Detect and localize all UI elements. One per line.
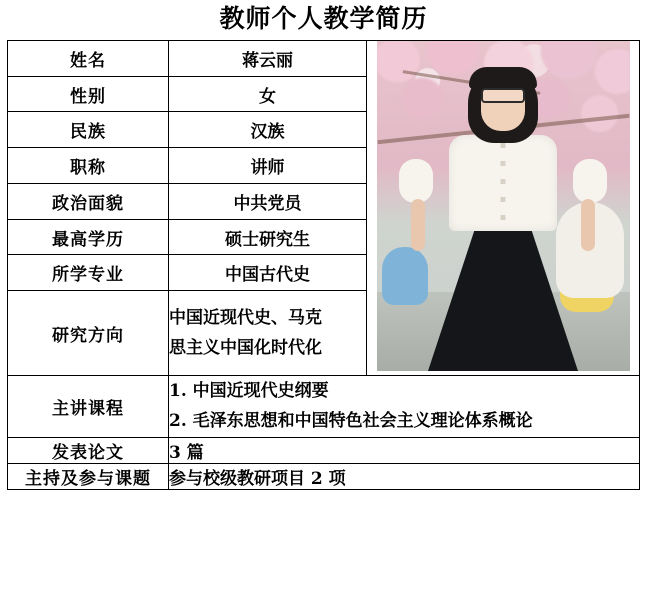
course-item: 1. 中国近现代史纲要 — [169, 381, 329, 401]
row-value-political-status: 中共党员 — [169, 183, 367, 219]
row-label-gender: 性别 — [8, 76, 169, 112]
teacher-portrait-photo — [377, 41, 630, 371]
research-line-2: 思主义中国化时代化 — [169, 338, 322, 359]
row-value-projects: 参与校级教研项目 2 项 — [169, 463, 640, 489]
row-label-papers: 发表论文 — [8, 437, 169, 463]
person-fringe — [469, 67, 537, 89]
row-value-name: 蒋云丽 — [169, 41, 367, 77]
person-arm-left — [411, 199, 425, 251]
table-row — [8, 463, 640, 489]
row-label-projects: 主持及参与课题 — [8, 463, 169, 489]
row-label-courses: 主讲课程 — [8, 376, 169, 438]
row-label-education: 最高学历 — [8, 219, 169, 255]
table-row — [8, 41, 640, 77]
person-sleeve-right — [573, 159, 607, 203]
blue-figure-decor — [382, 247, 428, 305]
blouse-buttons — [501, 143, 506, 221]
row-value-courses — [169, 376, 640, 438]
photo-cell — [367, 41, 640, 376]
row-value-major: 中国古代史 — [169, 255, 367, 291]
row-label-research: 研究方向 — [8, 291, 169, 376]
table-row — [8, 376, 640, 438]
resume-table — [7, 40, 640, 490]
person-sleeve-left — [399, 159, 433, 203]
row-value-education: 硕士研究生 — [169, 219, 367, 255]
row-value-gender: 女 — [169, 76, 367, 112]
person-arm-right — [581, 199, 595, 251]
page-title: 教师个人教学简历 — [219, 4, 428, 33]
research-line-1: 中国近现代史、马克 — [169, 307, 322, 328]
course-item: 2. 毛泽东思想和中国特色社会主义理论体系概论 — [169, 411, 533, 432]
glasses-icon — [481, 88, 525, 103]
row-value-ethnicity: 汉族 — [169, 112, 367, 148]
row-value-papers: 3 篇 — [169, 437, 640, 463]
row-label-major: 所学专业 — [8, 255, 169, 291]
row-label-political-status: 政治面貌 — [8, 183, 169, 219]
row-label-ethnicity: 民族 — [8, 112, 169, 148]
row-label-name: 姓名 — [8, 41, 169, 77]
row-value-research — [169, 291, 367, 376]
row-value-title: 讲师 — [169, 148, 367, 184]
table-row — [8, 437, 640, 463]
row-label-title: 职称 — [8, 148, 169, 184]
